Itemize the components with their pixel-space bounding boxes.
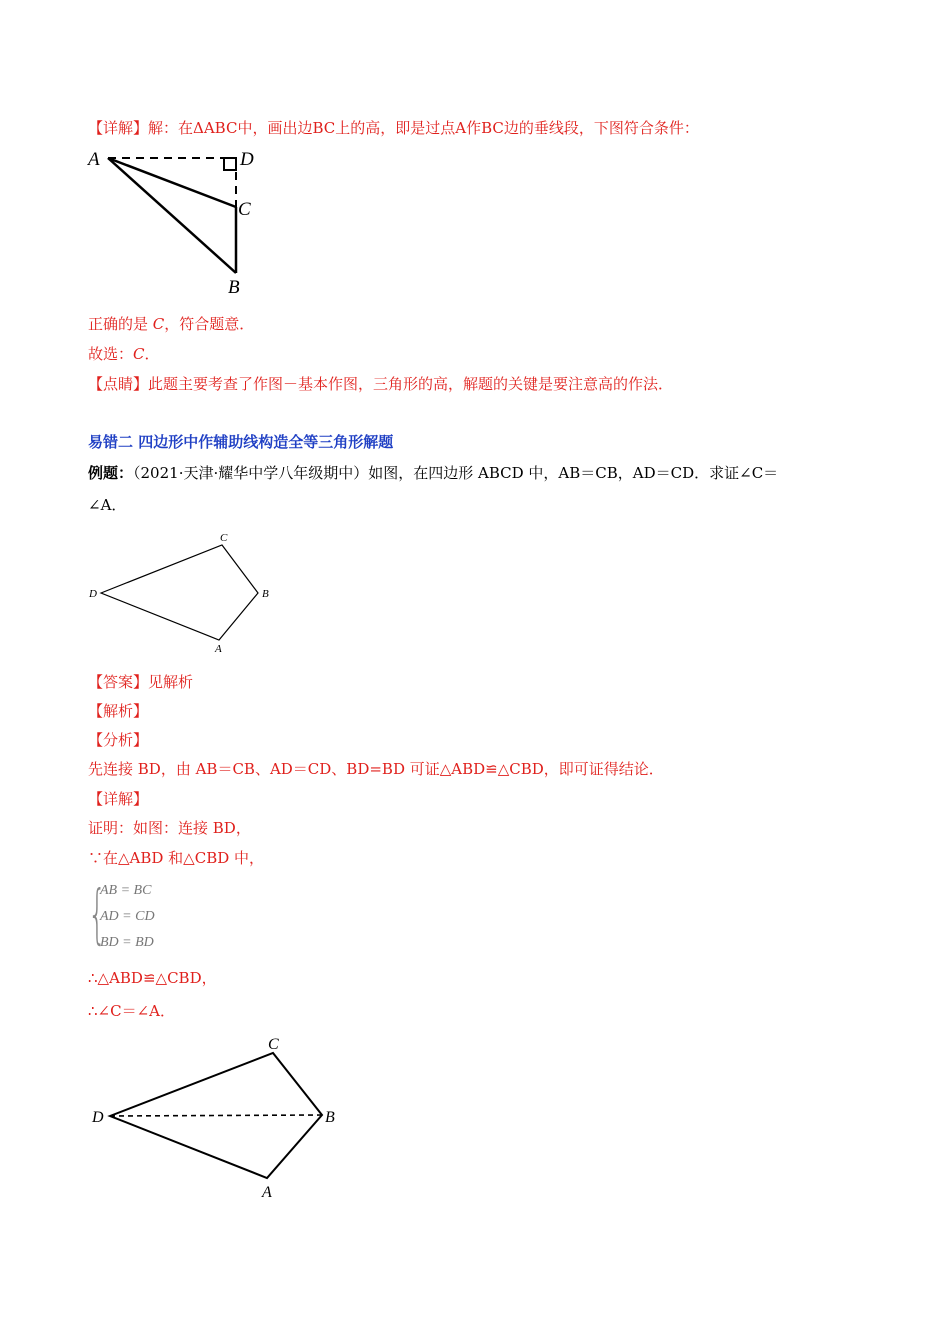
label-A: A <box>88 149 100 170</box>
side-AC <box>108 158 236 207</box>
label-C: C <box>220 532 228 544</box>
label-A: A <box>262 1184 272 1201</box>
example-text: （2021·天津·耀华中学八年级期中）如图，在四边形 ABCD 中，AB＝CB，AD＝CD．求证∠C＝ <box>133 464 779 482</box>
label-B: B <box>325 1109 335 1126</box>
correct-letter: C <box>152 315 165 333</box>
proof-line-2: ∵在△ABD 和△CBD 中， <box>88 849 265 867</box>
comment-text: 此题主要考查了作图－基本作图，三角形的高，解题的关键是要注意高的作法． <box>148 375 674 393</box>
figure-quadrilateral-diagonal <box>86 1030 356 1205</box>
answer-line: 【答案】见解析 <box>88 673 194 691</box>
label-B: B <box>228 277 240 298</box>
correct-line <box>88 314 254 334</box>
detail-line-1 <box>88 118 699 138</box>
proof-line-4: ∴∠C＝∠A． <box>88 1002 175 1020</box>
choose-letter: C <box>133 345 145 363</box>
quadrilateral-ABCD <box>101 545 258 640</box>
choose-line <box>88 344 160 364</box>
right-angle-mark <box>224 158 236 170</box>
label-D: D <box>92 1109 104 1126</box>
detail-head-2: 【详解】 <box>88 790 149 808</box>
label-C: C <box>268 1036 279 1053</box>
analysis-text: 先连接 BD，由 AB＝CB、AD＝CD、BD=BD 可证△ABD≌△CBD，即可证得结论． <box>88 760 664 778</box>
choose-prefix: 故选： <box>88 345 134 363</box>
equation-2: AD = CD <box>100 909 155 924</box>
equation-3: BD = BD <box>100 935 154 950</box>
comment-line <box>88 374 673 394</box>
label-C: C <box>238 199 251 220</box>
analysis-head: 【解析】 <box>88 702 149 720</box>
example-label: 例题： <box>88 464 134 482</box>
side-AB <box>108 158 236 273</box>
correct-suffix: ，符合题意． <box>164 315 255 333</box>
choose-suffix: ． <box>144 345 160 363</box>
comment-bracket: 【点睛】 <box>88 375 149 393</box>
example-line-2: ∠A． <box>88 496 127 514</box>
label-B: B <box>262 588 269 600</box>
section-title: 易错二 四边形中作辅助线构造全等三角形解题 <box>88 433 394 451</box>
brace: { <box>88 878 107 952</box>
proof-line-1: 证明：如图：连接 BD， <box>88 819 251 837</box>
figure-quadrilateral <box>86 530 286 658</box>
label-A: A <box>215 643 222 655</box>
equation-1: AB = BC <box>100 883 152 898</box>
correct-prefix: 正确的是 <box>88 315 153 333</box>
equation-system <box>88 880 178 954</box>
figure-triangle-altitude <box>86 145 266 300</box>
label-D: D <box>240 149 254 170</box>
proof-line-3: ∴△ABD≌△CBD， <box>88 969 217 987</box>
detail-text: 解：在ΔABC中，画出边BC上的高，即是过点A作BC边的垂线段，下图符合条件： <box>148 119 699 137</box>
label-D: D <box>89 588 97 600</box>
example-line-1 <box>88 463 778 483</box>
diagonal-BD <box>110 1115 322 1116</box>
detail-bracket: 【详解】 <box>88 119 149 137</box>
analysis-sub: 【分析】 <box>88 731 149 749</box>
